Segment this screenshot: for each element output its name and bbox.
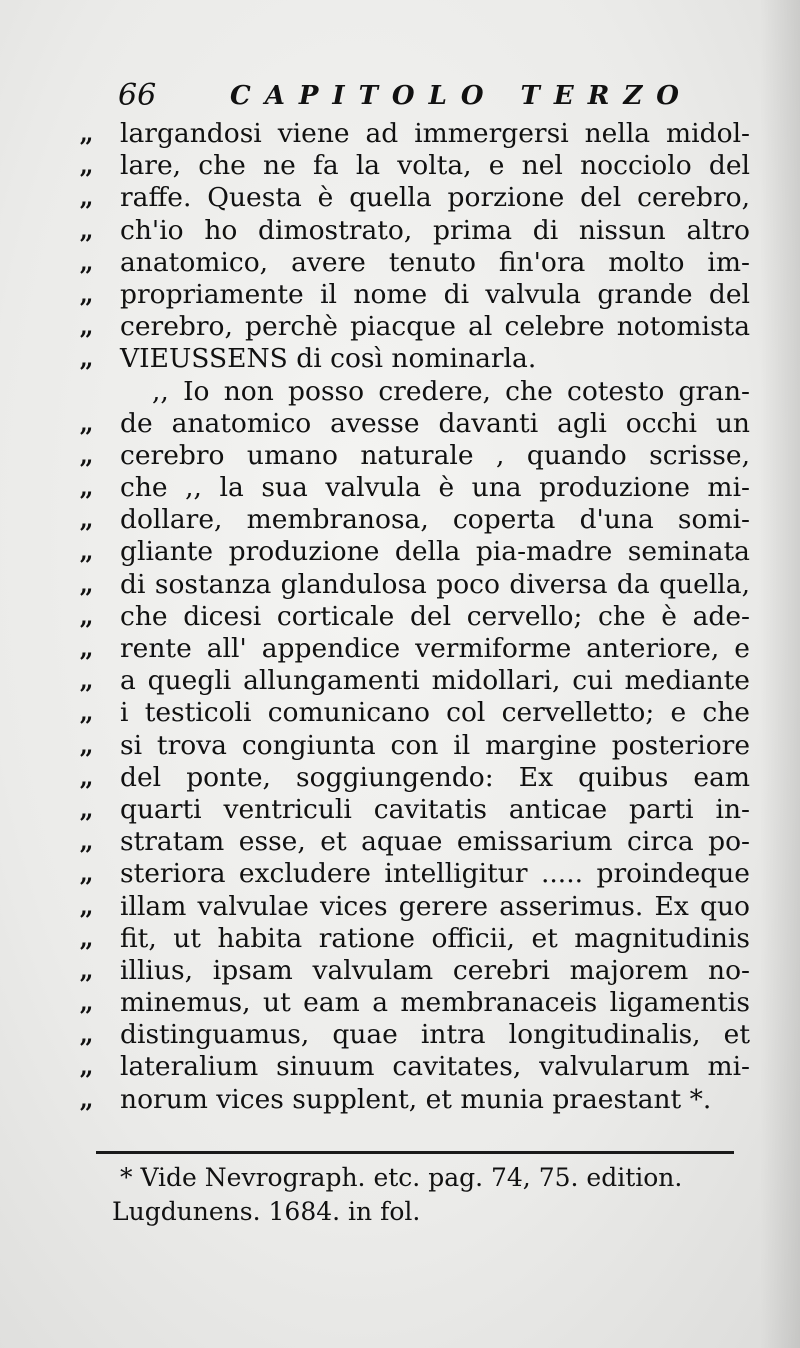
body-text [80,118,750,1116]
line-text: i testicoli comunicano col cervelletto; e che [120,697,750,729]
quote-mark: ,, [80,185,92,212]
quote-mark: ,, [80,507,92,534]
line-text: rente all' appendice vermiforme anteriore, e [120,633,750,664]
quote-mark: ,, [80,281,92,308]
quote-mark: ,, [80,668,92,695]
running-header [118,76,738,116]
text-line [80,279,750,311]
line-text: del ponte, soggiungendo: Ex quibus eam [120,761,750,793]
text-line [80,1019,750,1051]
quote-mark: ,, [80,603,92,630]
quote-mark: ,, [80,217,92,244]
line-text: di sostanza glandulosa poco diversa da quella, [120,568,750,600]
line-text: quarti ventriculi cavitatis anticae parti in- [120,793,750,825]
line-text: cerebro, perchè piacque al celebre notomista [120,311,750,343]
text-line [80,182,750,214]
text-line [80,343,750,375]
quote-mark: ,, [80,571,92,598]
line-text: lare, che ne fa la volta, e nel nocciolo del [120,150,750,182]
text-line [80,858,750,890]
quote-mark: ,, [80,442,92,469]
text-line [80,1051,750,1083]
quote-mark: ,, [80,1086,92,1113]
line-text: norum vices supplent, et munia praestant *. [120,1083,712,1115]
line-text: stratam esse, et aquae emissarium circa po- [120,826,750,858]
text-line [80,408,750,440]
line-text: illius, ipsam valvulam cerebri majorem no- [120,954,750,986]
quote-mark: ,, [80,410,92,437]
line-text: ,, Io non posso credere, che cotesto gran- [152,375,750,407]
quote-mark: ,, [80,153,92,180]
line-text: minemus, ut eam a membranaceis ligamentis [120,987,750,1019]
footnote-rule [96,1151,734,1154]
line-text: che dicesi corticale del cervello; che è ade- [120,600,750,632]
line-text: raffe. Questa è quella porzione del cerebro, [120,182,750,214]
quote-mark: ,, [80,539,92,566]
text-line [80,569,750,601]
line-text: gliante produzione della pia-madre seminata [120,536,750,568]
text-line [80,536,750,568]
text-line [80,601,750,633]
text-line [80,794,750,826]
line-text: dollare, membranosa, coperta d'una somi- [120,504,750,536]
text-line [80,1084,750,1116]
line-text: largandosi viene ad immergersi nella midol- [120,118,750,149]
text-line [80,247,750,279]
line-text: distinguamus, quae intra longitudinalis, et [120,1019,750,1051]
line-text: lateralium sinuum cavitates, valvularum mi- [120,1051,750,1083]
quote-mark: ,, [80,1054,92,1081]
text-line [80,311,750,343]
quote-mark: ,, [80,636,92,662]
quote-mark: ,, [80,796,92,823]
text-line [80,891,750,923]
text-line [80,826,750,858]
footnote [112,1161,752,1229]
footnote-line-2: Lugdunens. 1684. in fol. [112,1197,421,1226]
quote-mark: ,, [80,732,92,759]
quote-mark: ,, [80,829,92,856]
text-line [80,150,750,182]
text-line [80,697,750,729]
text-line [80,955,750,987]
line-text: si trova congiunta con il margine posteriore [120,729,750,761]
line-text: VIEUSSENS di così nominarla. [120,343,537,375]
text-line [80,504,750,536]
quote-mark: ,, [80,990,92,1017]
quote-mark: ,, [80,121,92,147]
footnote-line-1: * Vide Nevrograph. etc. pag. 74, 75. edition. [120,1163,683,1192]
line-text: illam valvulae vices gerere asserimus. Ex quo [120,890,750,922]
text-line [80,730,750,762]
text-line [80,987,750,1019]
quote-mark: ,, [80,475,92,502]
quote-mark: ,, [80,925,92,952]
text-line [80,376,750,408]
quote-mark: ,, [80,700,92,727]
page-gutter-shadow [760,0,800,1348]
text-line [80,118,750,150]
text-line [80,923,750,955]
text-line [80,472,750,504]
quote-mark: ,, [80,861,92,888]
line-text: de anatomico avesse davanti agli occhi un [120,407,750,439]
line-text: steriora excludere intelligitur ..... proindeque [120,858,750,890]
quote-mark: ,, [80,893,92,920]
quote-mark: ,, [80,764,92,791]
page-number: 66 [118,78,157,113]
line-text: anatomico, avere tenuto fin'ora molto im- [120,246,750,278]
text-line [80,215,750,247]
line-text: ch'io ho dimostrato, prima di nissun altro [120,214,750,246]
quote-mark: ,, [80,314,92,341]
text-line [80,665,750,697]
quote-mark: ,, [80,957,92,984]
line-text: a quegli allungamenti midollari, cui mediante [120,665,750,697]
line-text: che ,, la sua valvula è una produzione mi- [120,472,750,504]
quote-mark: ,, [80,249,92,276]
text-line [80,762,750,794]
running-title: CAPITOLO TERZO [230,81,693,111]
quote-mark: ,, [80,1022,92,1049]
text-line [80,440,750,472]
quote-mark: ,, [80,346,92,373]
line-text: fit, ut habita ratione officii, et magnitudinis [120,922,750,954]
line-text: propriamente il nome di valvula grande del [120,278,750,310]
line-text: cerebro umano naturale , quando scrisse, [120,439,750,471]
text-line [80,633,750,665]
